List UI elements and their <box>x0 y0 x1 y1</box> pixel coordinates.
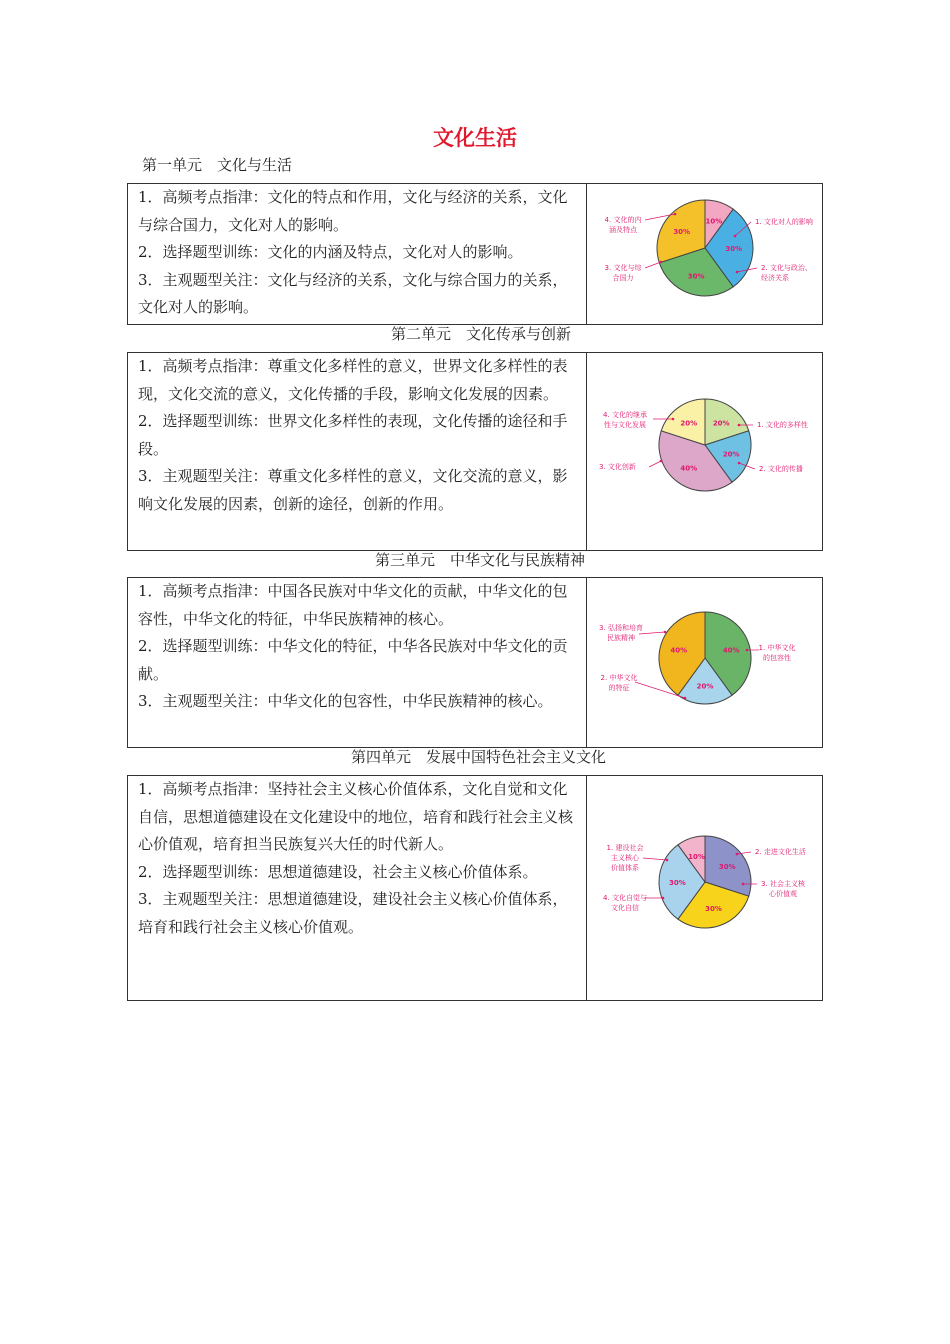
pie-slice-percent-label: 20% <box>712 419 730 428</box>
pie-slice-percent-label: 40% <box>680 464 698 473</box>
pie-slice-percent-label: 30% <box>705 905 722 914</box>
unit-4-table <box>127 775 823 1001</box>
pie-legend-label: 2. 文化的传播 <box>759 465 803 473</box>
unit-4-point-2: 2．选择题型训练：思想道德建设，社会主义核心价值体系。 <box>138 862 538 881</box>
callout-dot <box>684 697 687 700</box>
callout-line <box>639 632 665 634</box>
pie-legend-label: 2. 中华文化的特征 <box>600 674 638 692</box>
unit-4-pie-chart <box>587 776 823 1000</box>
unit-1-pie-chart <box>587 184 823 324</box>
callout-dot <box>664 631 667 634</box>
unit-1-chart-cell <box>587 184 822 324</box>
callout-dot <box>666 859 669 862</box>
unit-2-point-3: 3．主观题型关注：尊重文化多样性的意义，文化交流的意义，影响文化发展的因素，创新的途径，创新的作用。 <box>138 467 568 513</box>
unit-2-point-2: 2．选择题型训练：世界文化多样性的表现，文化传播的途径和手段。 <box>138 412 568 458</box>
callout-dot <box>672 418 675 421</box>
callout-line <box>649 461 661 467</box>
pie-slice-percent-label: 30% <box>669 879 686 887</box>
unit-1-heading: 第一单元 文化与生活 <box>142 156 293 174</box>
pie-legend-label: 1. 建设社会主义核心价值体系 <box>606 844 644 872</box>
callout-dot <box>674 213 677 216</box>
pie-slice-percent-label: 40% <box>670 646 688 655</box>
unit-3-text <box>128 578 587 747</box>
pie-slice-percent-label: 30% <box>725 245 743 253</box>
unit-2-pie-chart <box>587 353 823 550</box>
callout-dot <box>734 235 737 238</box>
unit-1-text <box>128 184 587 324</box>
unit-2-table <box>127 352 823 551</box>
unit-3-chart-cell <box>587 578 822 747</box>
unit-1-point-1: 1．高频考点指津：文化的特点和作用，文化与经济的关系，文化与综合国力，文化对人的影响。 <box>138 188 568 234</box>
callout-dot <box>662 897 665 900</box>
unit-3-heading: 第三单元 中华文化与民族精神 <box>375 551 586 569</box>
pie-slice-percent-label: 10% <box>688 852 705 861</box>
pie-legend-label: 3. 弘扬和培育民族精神 <box>599 624 643 642</box>
callout-line <box>645 262 661 268</box>
pie-legend-label: 4. 文化自觉与文化自信 <box>603 894 647 912</box>
callout-line <box>643 858 667 860</box>
callout-dot <box>738 424 741 427</box>
unit-4-chart-cell <box>587 776 822 1000</box>
unit-3-pie-chart <box>587 578 823 747</box>
pie-legend-label: 2. 走进文化生活 <box>755 848 806 856</box>
pie-legend-label: 4. 文化的内涵及特点 <box>604 216 642 234</box>
unit-1-point-2: 2．选择题型训练：文化的内涵及特点，文化对人的影响。 <box>138 243 523 261</box>
callout-dot <box>660 460 663 463</box>
unit-4-point-1: 1．高频考点指津：坚持社会主义核心价值体系，文化自觉和文化自信，思想道德建设在文化建设中的地位，培育和践行社会主义核心价值观，培育担当民族复兴大任的时代新人。 <box>138 780 574 853</box>
unit-2-heading: 第二单元 文化传承与创新 <box>391 325 572 343</box>
callout-dot <box>746 649 749 652</box>
unit-3-point-3: 3．主观题型关注：中华文化的包容性，中华民族精神的核心。 <box>138 692 553 710</box>
callout-dot <box>742 883 745 886</box>
unit-2-point-1: 1．高频考点指津：尊重文化多样性的意义，世界文化多样性的表现，文化交流的意义，文化传播的手段，影响文化发展的因素。 <box>138 357 568 403</box>
pie-legend-label: 1. 文化对人的影响 <box>755 218 813 226</box>
pie-slice-percent-label: 40% <box>722 646 740 655</box>
pie-legend-label: 3. 文化与综合国力 <box>604 264 642 282</box>
unit-4-text <box>128 776 587 1000</box>
pie-legend-label: 1. 文化的多样性 <box>757 421 808 429</box>
pie-slice-percent-label: 30% <box>687 272 705 281</box>
pie-legend-label: 2. 文化与政治、经济关系 <box>761 264 812 282</box>
page-title: 文化生活 <box>433 125 517 150</box>
pie-slice-percent-label: 20% <box>722 450 740 459</box>
unit-1-table <box>127 183 823 325</box>
callout-dot <box>660 261 663 264</box>
pie-slice-percent-label: 20% <box>680 419 698 428</box>
pie-legend-label: 3. 文化创新 <box>599 463 636 471</box>
pie-legend-label: 3. 社会主义核心价值观 <box>761 880 805 898</box>
unit-3-point-1: 1．高频考点指津：中国各民族对中华文化的贡献，中华文化的包容性，中华文化的特征，中华民族精神的核心。 <box>138 582 568 628</box>
unit-1-point-3: 3．主观题型关注：文化与经济的关系，文化与综合国力的关系，文化对人的影响。 <box>138 270 568 316</box>
pie-slice-percent-label: 30% <box>673 228 691 237</box>
callout-dot <box>738 462 741 465</box>
pie-legend-label: 1. 中华文化的包容性 <box>758 644 796 662</box>
unit-2-text <box>128 353 587 550</box>
unit-3-point-2: 2．选择题型训练：中华文化的特征，中华各民族对中华文化的贡献。 <box>138 637 568 683</box>
pie-slice-percent-label: 10% <box>705 217 723 226</box>
pie-slice-percent-label: 30% <box>718 862 736 871</box>
unit-2-chart-cell <box>587 353 822 550</box>
pie-slice-percent-label: 20% <box>696 682 714 691</box>
unit-4-heading: 第四单元 发展中国特色社会主义文化 <box>351 748 607 766</box>
callout-dot <box>736 271 739 274</box>
unit-3-table <box>127 577 823 748</box>
unit-4-point-3: 3．主观题型关注：思想道德建设，建设社会主义核心价值体系，培育和践行社会主义核心价值观。 <box>138 890 568 936</box>
callout-dot <box>736 853 739 856</box>
pie-legend-label: 4. 文化的继承性与文化发展 <box>603 411 647 429</box>
